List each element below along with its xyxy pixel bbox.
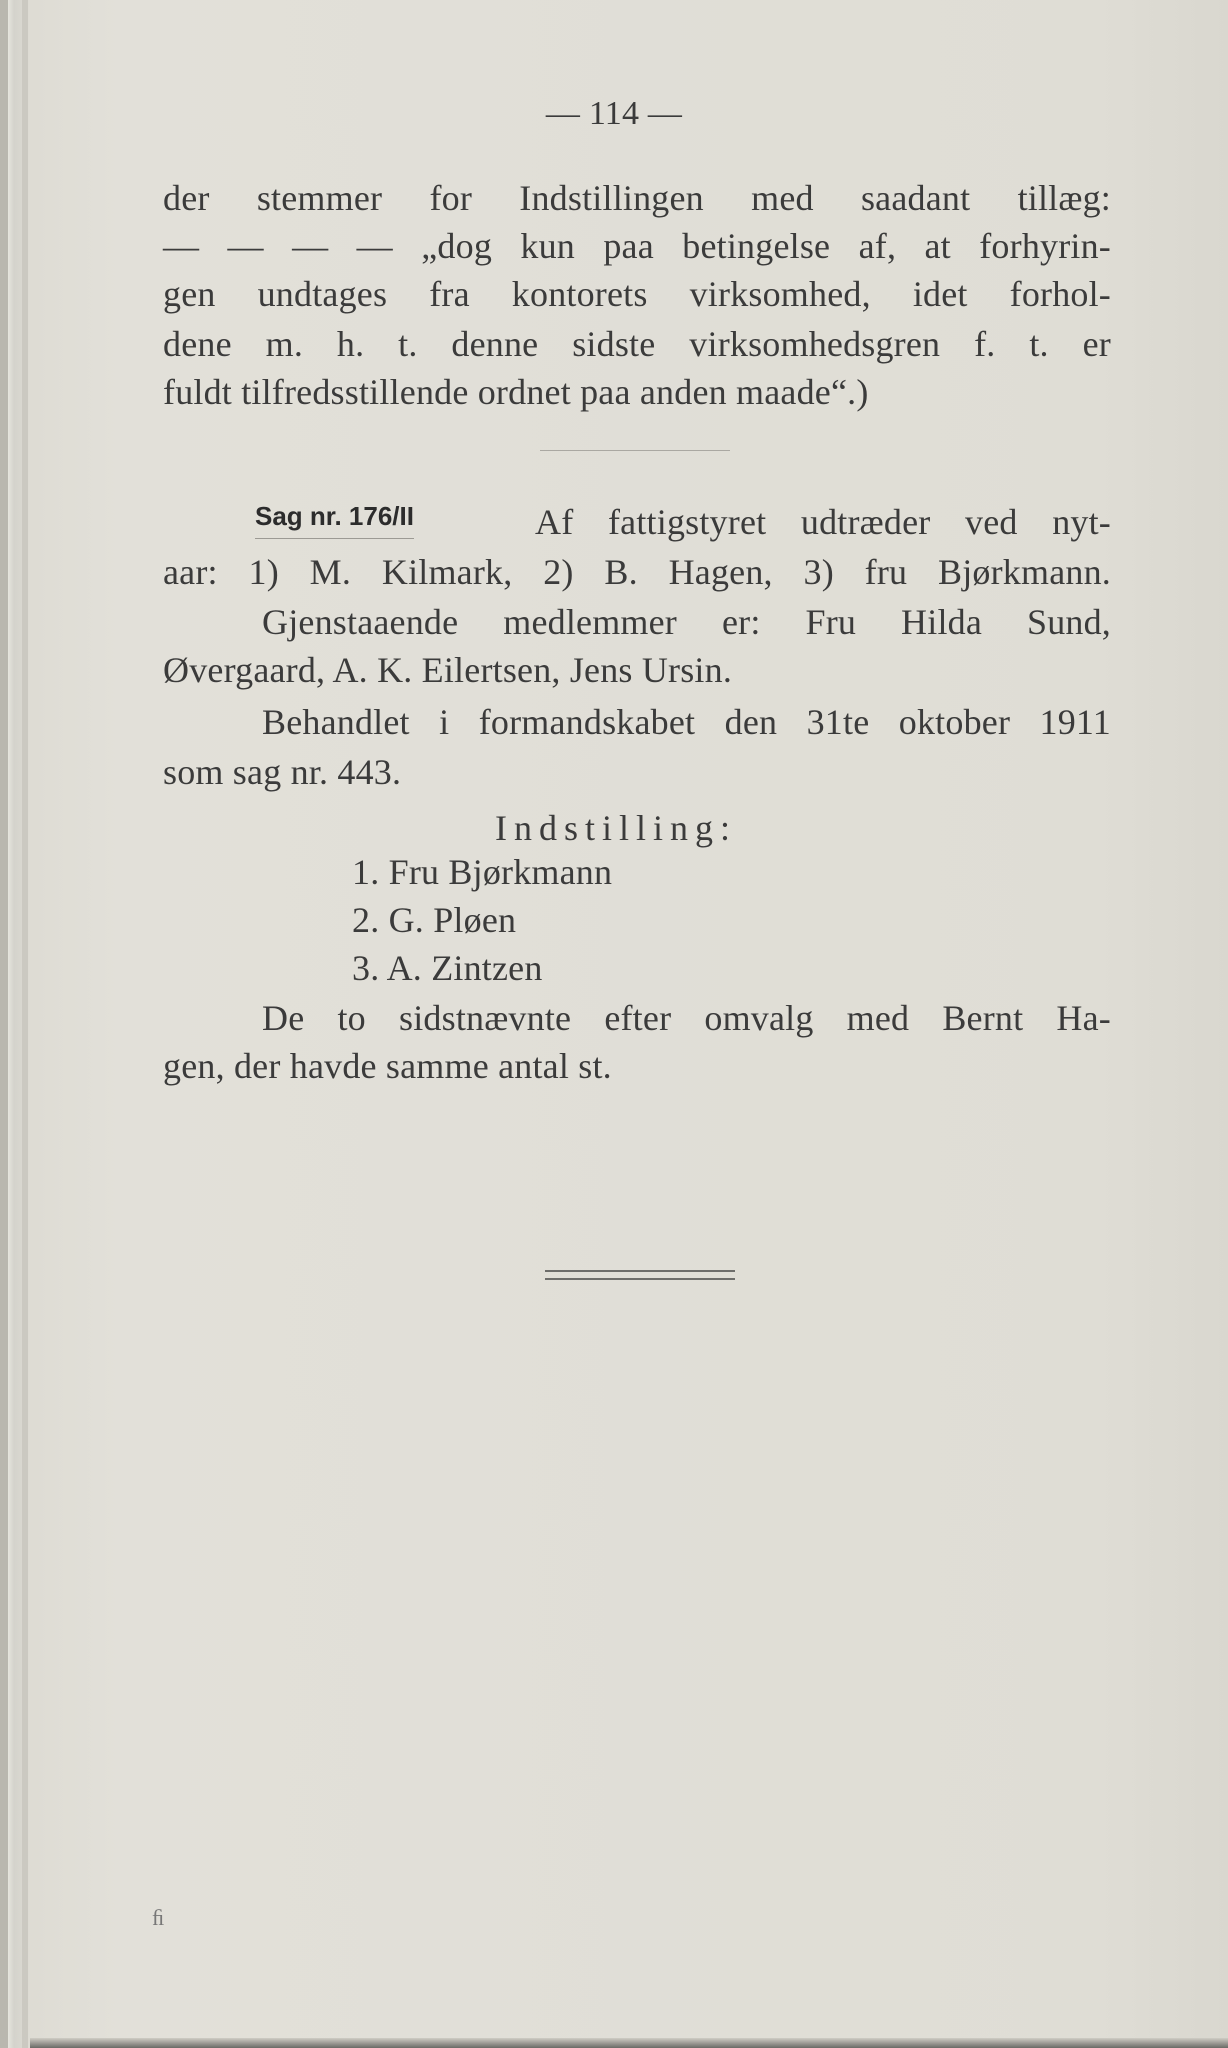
closing-line2: gen, der havde samme antal st.	[163, 1046, 612, 1086]
closing-line1: De to sidstnævnte efter omvalg med Bernt Ha-	[262, 998, 1111, 1038]
indstilling-heading: Indstilling:	[495, 808, 738, 848]
case-number-label: Sag nr. 176/II	[255, 498, 414, 539]
end-double-rule	[545, 1270, 735, 1280]
case-line2: aar: 1) M. Kilmark, 2) B. Hagen, 3) fru Bjørkmann.	[163, 552, 1111, 592]
case-line6: som sag nr. 443.	[163, 752, 402, 792]
page-number: — 114 —	[545, 95, 683, 132]
case-line3: Gjenstaaende medlemmer er: Fru Hilda Sund,	[262, 602, 1111, 642]
para1-line2: — — — — „dog kun paa betingelse af, at forhyrin-	[163, 226, 1111, 266]
page-bottom-edge	[30, 2038, 1228, 2048]
para1-line4: dene m. h. t. denne sidste virksomhedsgren f. t. er	[163, 324, 1111, 364]
section-divider	[540, 450, 730, 451]
para1-line1: der stemmer for Indstillingen med saadant tillæg:	[163, 178, 1111, 218]
case-line5: Behandlet i formandskabet den 31te oktober 1911	[262, 702, 1111, 742]
margin-mark: ﬁ	[152, 1905, 165, 1930]
book-spine	[0, 0, 8, 2048]
indstilling-item-1: 1. Fru Bjørkmann	[352, 852, 613, 892]
indstilling-item-2: 2. G. Pløen	[352, 900, 517, 940]
indstilling-item-3: 3. A. Zintzen	[352, 948, 543, 988]
case-line1: Af fattigstyret udtræder ved nyt-	[535, 502, 1111, 542]
case-line4: Øvergaard, A. K. Eilertsen, Jens Ursin.	[163, 650, 733, 690]
para1-line3: gen undtages fra kontorets virksomhed, idet forhol-	[163, 274, 1111, 314]
page-gutter	[22, 0, 28, 2048]
para1-line5: fuldt tilfredsstillende ordnet paa anden maade“.)	[163, 372, 869, 412]
